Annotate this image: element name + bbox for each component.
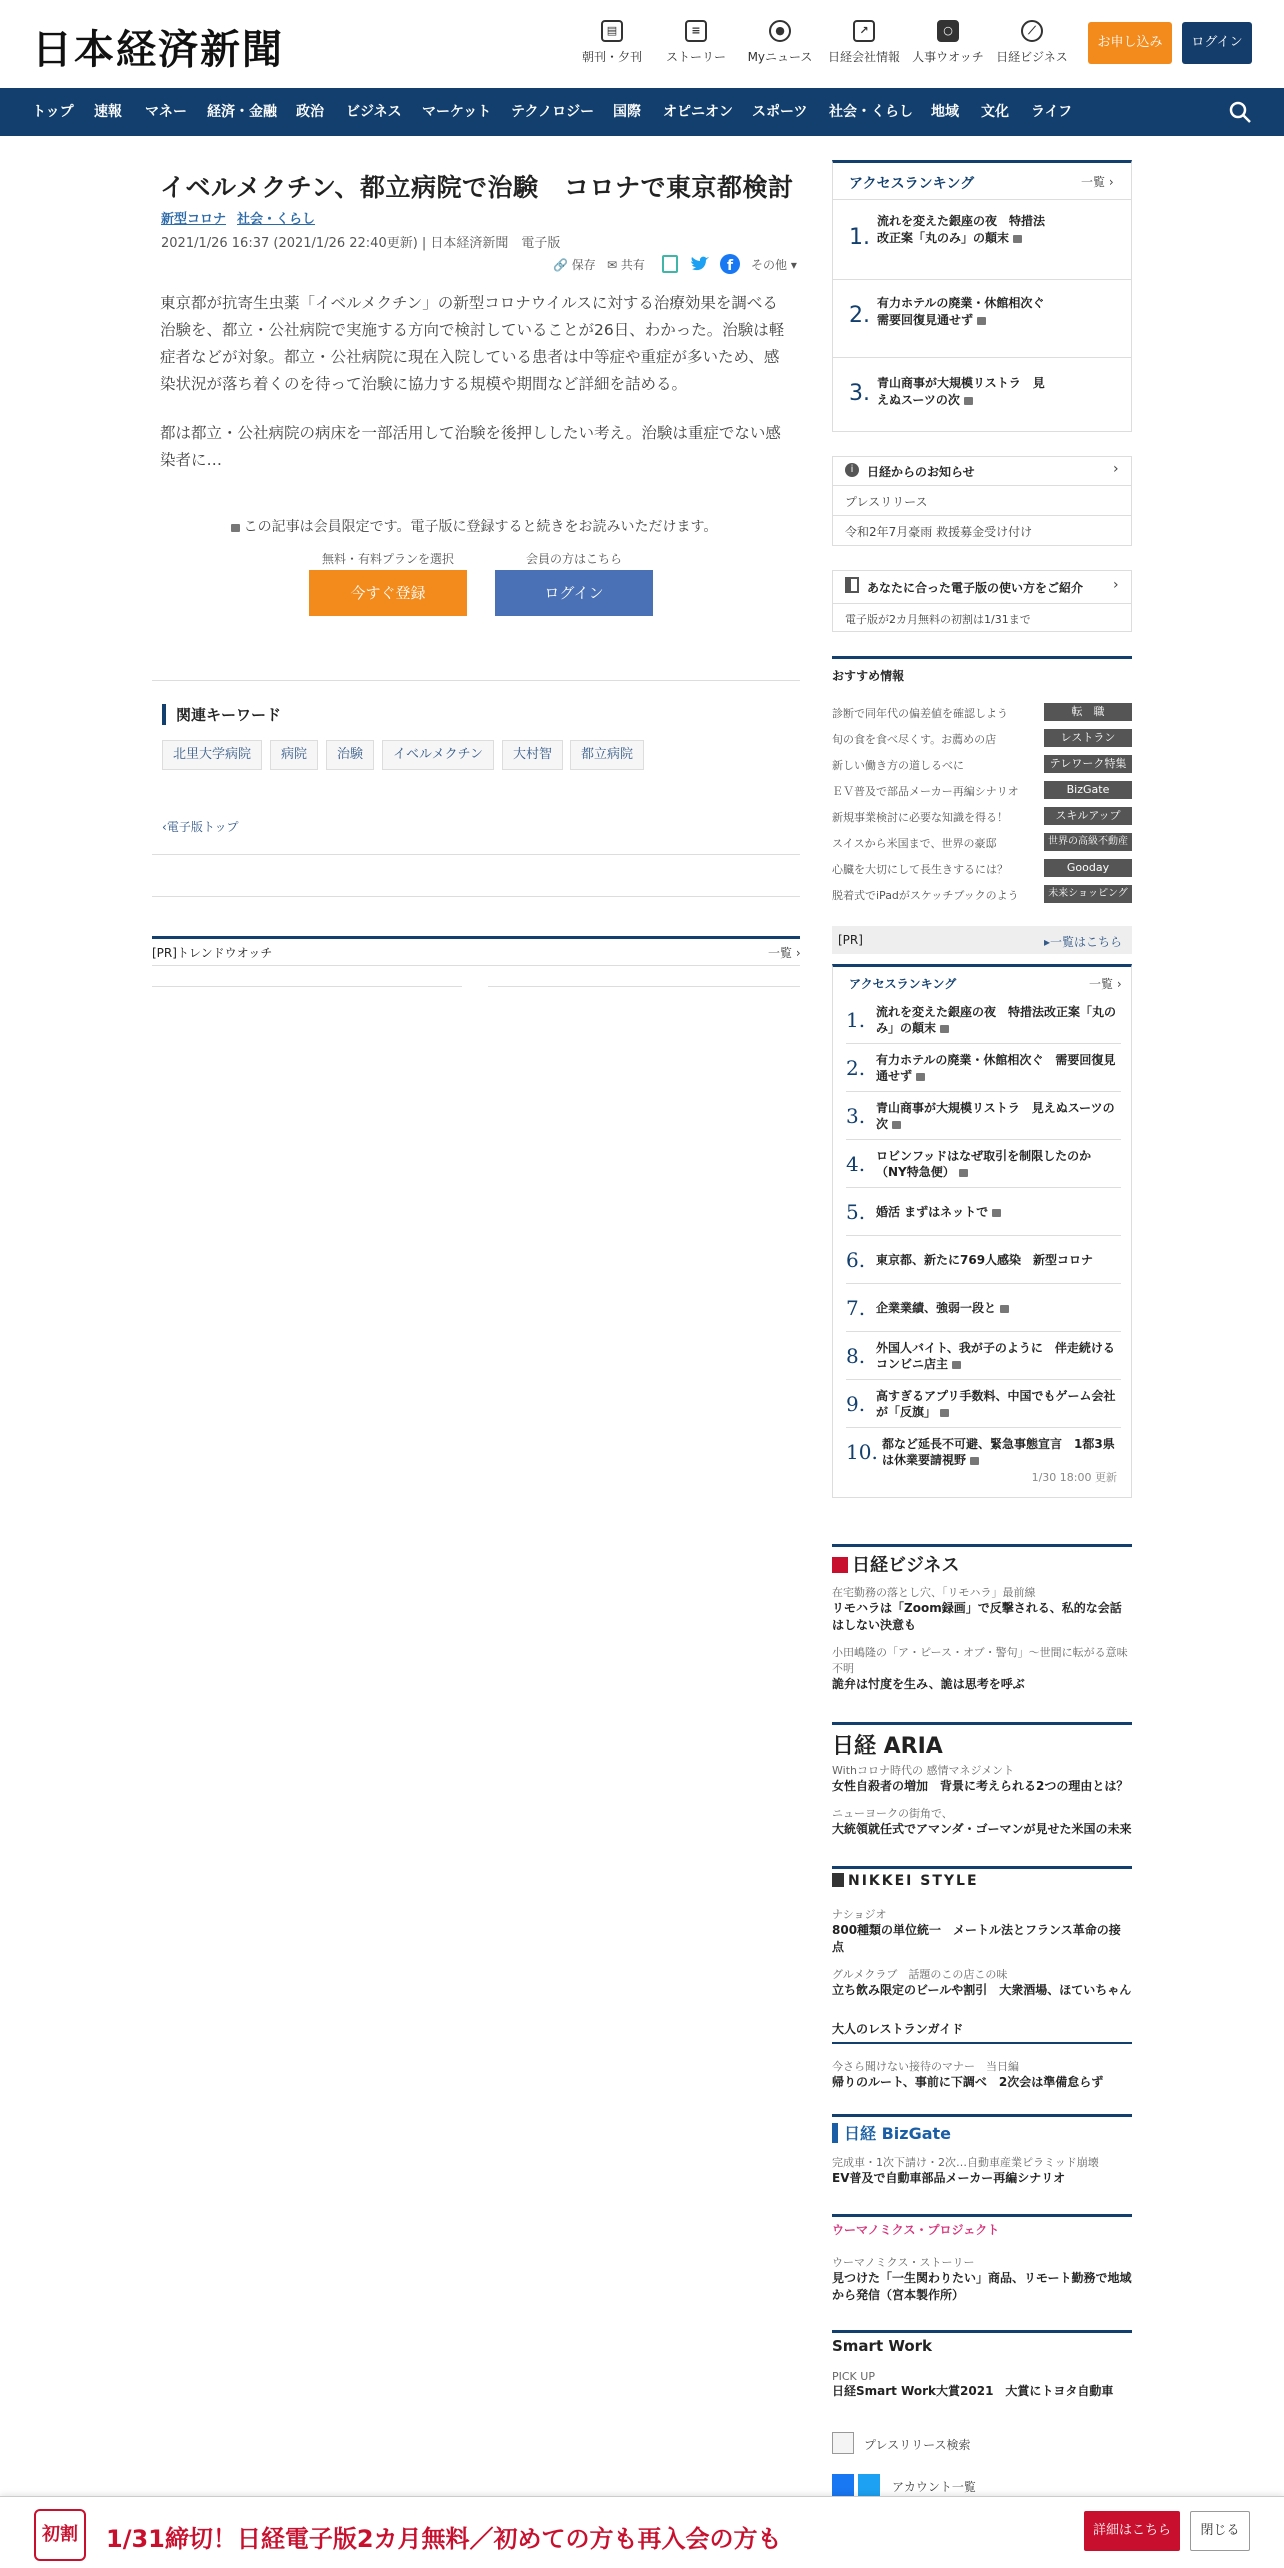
media-item-sub: Withコロナ時代の 感情マネジメント [832, 1764, 1015, 1777]
chevron-right-icon[interactable]: › [1113, 461, 1119, 477]
chevron-right-icon: › [795, 946, 801, 960]
ranking-more-label: 一覧 [1089, 977, 1114, 991]
ranking-item[interactable] [846, 1100, 1121, 1140]
media-block-aria [832, 1722, 1132, 1838]
media-item-sub: 在宅勤務の落とし穴、「リモハラ」最前線 [832, 1586, 1036, 1599]
recommend-item[interactable] [832, 856, 1132, 880]
close-banner-button[interactable]: 閉じる [1190, 2511, 1250, 2551]
info-icon: i [845, 463, 859, 477]
paywall-text: この記事は会員限定です。電子版に登録すると続きをお読みいただけます。 [243, 519, 718, 535]
media-block-womanomics [832, 2214, 1132, 2304]
brand-mark-icon [832, 1873, 844, 1887]
chevron-left-icon: ‹ [162, 820, 167, 834]
divider [152, 986, 462, 987]
recommend-text: 心臓を大切にして長生きするには？ [832, 863, 1008, 876]
divider [152, 680, 800, 681]
keyword-chip[interactable]: 治験 [326, 740, 374, 770]
nav-item-culture[interactable]: 文化 [981, 104, 1009, 120]
chevron-right-icon: › [1113, 577, 1119, 593]
recommend-item[interactable] [832, 700, 1132, 724]
recommend-item[interactable] [832, 726, 1132, 750]
recommend-text: ＥＶ普及で部品メーカー再編シナリオ [832, 785, 1019, 798]
ranking-updated: 1/30 18:00 更新 [1031, 1471, 1117, 1484]
save-button[interactable] [553, 256, 596, 273]
divider [152, 854, 800, 855]
media-brand-name: 日経ビジネス [852, 1555, 960, 1576]
register-caption: 無料・有料プランを選択 [321, 552, 454, 566]
ranking-item-text: 青山商事が大規模リストラ 見えぬスーツの次 [876, 1101, 1115, 1131]
media-item-sub: 小田嶋隆の「ア・ピース・オブ・警句」～世間に転がる意味不明 [832, 1646, 1128, 1675]
rank-number: 3. [846, 1104, 866, 1128]
ranking-item[interactable] [846, 1244, 1121, 1284]
recommend-item[interactable] [832, 830, 1132, 854]
header-link-label: 日経ビジネス [996, 50, 1068, 64]
story-link[interactable] [656, 20, 736, 65]
recommend-badge: 未来ショッピング [1044, 885, 1132, 903]
lock-icon [970, 1457, 979, 1465]
ranking-more-label: 一覧 [1081, 175, 1106, 189]
lock-icon [1013, 235, 1022, 243]
facebook-icon [832, 2474, 854, 2496]
ranking-title: アクセスランキング [849, 977, 957, 991]
rank-number: 3. [849, 381, 870, 406]
pr-section-title: [PR]トレンドウオッチ [152, 946, 273, 960]
campaign-detail-button[interactable]: 詳細はこちら [1084, 2511, 1180, 2551]
rank-number: 6. [846, 1248, 866, 1272]
media-brand-name: NIKKEI STYLE [848, 1873, 979, 1889]
other-label: その他 [751, 258, 788, 272]
ranking-item-text: 外国人バイト、我が子のように 伴走続けるコンビニ店主 [876, 1341, 1115, 1371]
media-item-headline[interactable]: 日経Smart Work大賞2021 大賞にトヨタ自動車 [832, 2384, 1114, 2398]
recommend-item[interactable] [832, 882, 1132, 906]
campaign-footer-banner [0, 2496, 1284, 2568]
rank-number: 1. [846, 1008, 866, 1032]
media-item-headline[interactable]: EV普及で自動車部品メーカー再編シナリオ [832, 2171, 1066, 2185]
company-info-link[interactable] [824, 20, 904, 65]
nav-item-market[interactable]: マーケット [422, 104, 492, 120]
media-brand-logo[interactable]: Smart Work [832, 2330, 1132, 2364]
lock-icon [977, 317, 986, 325]
rank-number: 4. [846, 1152, 866, 1176]
rank-number: 5. [846, 1200, 866, 1224]
recommend-text: 脱着式でiPadがスケッチブックのよう [832, 889, 1019, 902]
rank-number: 2. [849, 303, 870, 328]
recommend-badge: 転 職 [1044, 703, 1132, 721]
ranking-item[interactable] [846, 1292, 1121, 1332]
chart-icon: ↗ [853, 20, 875, 42]
media-item-sub: ニューヨークの街角で、 [832, 1807, 953, 1820]
personnel-watch-link[interactable] [908, 20, 988, 65]
campaign-badge: 初割 [34, 2509, 86, 2561]
ranking-item[interactable] [846, 1052, 1121, 1092]
twitter-icon[interactable] [690, 255, 710, 273]
keyword-chip[interactable]: 大村智 [502, 740, 563, 770]
header-link-label: 日経会社情報 [827, 50, 900, 64]
press-release-search-link[interactable] [832, 2430, 1132, 2456]
media-brand-logo[interactable] [832, 2114, 1132, 2148]
person-icon: ● [769, 20, 791, 42]
ranking-item[interactable] [846, 1340, 1121, 1380]
nav-item-economy[interactable]: 経済・金融 [207, 104, 277, 120]
media-item-sub: グルメクラブ 話題のこの店この味 [832, 1968, 1008, 1981]
twitter-icon [858, 2474, 880, 2496]
divider [833, 279, 1131, 280]
media-block-smart-work [832, 2330, 1132, 2400]
divider [488, 986, 800, 987]
ranking-box-top [832, 160, 1132, 432]
pr-label: [PR] [838, 933, 863, 947]
campaign-text[interactable]: 1/31締切！日経電子版2カ月無料／初めての方も再入会の方も [106, 2525, 782, 2553]
book-icon: ≡ [685, 20, 707, 42]
member-login-button[interactable]: ログイン [495, 570, 653, 616]
ranking-item-text: 有力ホテルの廃業・休館相次ぐ 需要回復見通せず [877, 296, 1057, 327]
ranking-item-text: 有力ホテルの廃業・休館相次ぐ 需要回復見通せず [876, 1053, 1116, 1083]
divider [833, 485, 1131, 486]
search-icon: ○ [937, 20, 959, 42]
accounts-link[interactable] [832, 2474, 1132, 2496]
divider [833, 603, 1131, 604]
media-block-restaurant-guide [832, 2016, 1132, 2091]
ranking-item[interactable] [877, 213, 1047, 247]
recommend-text: 診断で同年代の偏差値を確認しよう [832, 707, 1008, 720]
media-item-headline[interactable]: 大統領就任式でアマンダ・ゴーマンが見せた米国の未来 [832, 1822, 1132, 1836]
nikkei-logo[interactable]: 日本経済新聞 [32, 26, 284, 73]
nav-item-sports[interactable]: スポーツ [752, 104, 808, 120]
recommend-badge: レストラン [1044, 729, 1132, 747]
lock-icon [952, 1361, 961, 1369]
ranking-item-text: ロビンフッドはなぜ取引を制限したのか（NY特急便） [876, 1149, 1092, 1179]
article-dateline: 2021/1/26 16:37 (2021/1/26 22:40更新) | 日本経済新聞 電子版 [161, 236, 561, 251]
nav-item-money[interactable]: マネー [145, 104, 187, 120]
member-caption: 会員の方はこちら [525, 552, 622, 566]
lock-icon [892, 1121, 901, 1129]
recommend-badge: 世界の高級不動産 [1044, 833, 1132, 851]
media-brand-logo[interactable]: 大人のレストランガイド [832, 2016, 1132, 2044]
guide-title: あなたに合った電子版の使い方をご紹介 [867, 581, 1084, 595]
ranking-item-text: 企業業績、強弱一段と [876, 1301, 997, 1315]
recommend-item[interactable] [832, 778, 1132, 802]
paywall-message [160, 516, 788, 536]
press-release-search-label: プレスリリース検索 [864, 2438, 971, 2452]
my-news-link[interactable] [740, 20, 820, 65]
nikkei-business-link[interactable] [992, 20, 1072, 65]
header-link-label: ストーリー [665, 50, 726, 64]
brand-mark-icon [832, 2123, 838, 2143]
lock-icon [231, 524, 240, 532]
ranking-item[interactable] [846, 1436, 1121, 1476]
topic-tag[interactable]: 社会・くらし [237, 212, 316, 227]
header-link-label: 人事ウオッチ [912, 50, 984, 64]
document-search-icon [832, 2432, 854, 2454]
rank-number: 9. [846, 1392, 866, 1416]
media-item-headline[interactable]: 見つけた「一生関わりたい」商品、リモート勤務で地域から発信（宮本製作所） [832, 2271, 1132, 2302]
recommend-badge: テレワーク特集 [1044, 755, 1132, 773]
nav-item-politics[interactable]: 政治 [296, 104, 324, 120]
nav-item-breaking[interactable]: 速報 [94, 104, 122, 120]
divider [833, 199, 1131, 200]
recommend-badge: スキルアップ [1044, 807, 1132, 825]
lock-icon [940, 1409, 949, 1417]
media-brand-logo[interactable] [832, 1544, 1132, 1578]
guide-box[interactable] [832, 570, 1132, 632]
media-brand-logo[interactable] [832, 1866, 1132, 1900]
ranking-item-text: 都など延長不可避、緊急事態宣言 1都3県は休業要請視野 [882, 1437, 1115, 1467]
article-body-paragraph: 都は都立・公社病院の病床を一部活用して治験を後押ししたい考え。治験は重症でない感染者に… [160, 424, 781, 469]
back-link-label: 電子版トップ [166, 820, 239, 834]
ranking-more-link[interactable]: 一覧 › [1089, 977, 1122, 991]
media-item-headline[interactable]: 800種類の単位統一 メートル法とフランス革命の接点 [832, 1923, 1121, 1954]
pr-more-link[interactable] [768, 944, 801, 961]
mail-icon: ✉ [607, 258, 618, 272]
ranking-item[interactable] [877, 375, 1047, 409]
notice-item[interactable]: 令和2年7月豪雨 救援募金受け付け [845, 525, 1033, 539]
rank-number: 10. [846, 1440, 878, 1464]
share-label: 共有 [620, 258, 645, 272]
bookmark-icon: 🔗 [553, 258, 568, 272]
recommend-title: おすすめ情報 [832, 669, 905, 683]
media-brand-logo[interactable]: ウーマノミクス・プロジェクト [832, 2214, 1132, 2248]
back-to-top-link[interactable] [162, 818, 238, 835]
recommend-text: 新規事業検討に必要な知識を得る！ [832, 811, 1008, 824]
ranking-item-text: 東京都、新たに769人感染 新型コロナ [876, 1253, 1094, 1267]
ranking-item[interactable] [846, 1196, 1121, 1236]
subscribe-button[interactable]: お申し込み [1088, 22, 1172, 64]
lock-icon [992, 1209, 1001, 1217]
recommend-text: 旬の食を食べ尽くす。お薦めの店 [832, 733, 997, 746]
notice-box [832, 456, 1132, 546]
guide-subtitle: 電子版が2カ月無料の初割は1/31まで [845, 613, 1031, 626]
keyword-chip[interactable]: 北里大学病院 [162, 740, 262, 770]
triangle-down-icon: ▾ [790, 258, 797, 272]
triangle-right-icon: ▸ [1044, 935, 1051, 949]
nav-item-business[interactable]: ビジネス [346, 104, 402, 120]
header-link-label: 朝刊・夕刊 [581, 50, 642, 64]
recommend-badge: Gooday [1044, 859, 1132, 877]
nav-item-technology[interactable]: テクノロジー [511, 104, 595, 120]
rank-number: 7. [846, 1296, 866, 1320]
recommend-badge: BizGate [1044, 781, 1132, 799]
pr-more-link[interactable] [1044, 933, 1122, 950]
other-share-menu[interactable] [751, 256, 797, 273]
note-icon[interactable] [662, 255, 678, 273]
rank-number: 2. [846, 1056, 866, 1080]
morning-evening-edition-link[interactable] [572, 20, 652, 65]
nav-item-top[interactable]: トップ [32, 104, 74, 120]
ranking-item-text: 流れを変えた銀座の夜 特措法改正案「丸のみ」の顛末 [876, 1005, 1117, 1035]
recommend-item[interactable] [832, 752, 1132, 776]
nav-item-international[interactable]: 国際 [613, 104, 641, 120]
divider [833, 357, 1131, 358]
search-icon[interactable] [1228, 100, 1252, 124]
book-icon [845, 577, 859, 593]
ranking-item[interactable] [846, 1004, 1121, 1044]
media-item-headline[interactable]: 帰りのルート、事前に下調べ 2次会は準備怠らず [832, 2075, 1104, 2089]
ranking-title: アクセスランキング [849, 176, 975, 192]
lock-icon [964, 397, 973, 405]
header-link-label: Myニュース [747, 50, 813, 64]
svg-text:f: f [727, 258, 734, 274]
media-item-sub: 今さら聞けない接待のマナー 当日編 [832, 2060, 1019, 2073]
media-brand-name: 日経 BizGate [844, 2124, 951, 2143]
media-item-sub: 完成車・1次下請け・2次…自動車産業ピラミッド崩壊 [832, 2156, 1099, 2169]
keyword-chip[interactable]: イベルメクチン [382, 740, 494, 770]
register-now-button[interactable]: 今すぐ登録 [309, 570, 467, 616]
media-block-bizgate [832, 2114, 1132, 2187]
pr-more-label: 一覧 [768, 946, 793, 960]
keywords-heading: 関連キーワード [162, 704, 281, 725]
ranking-item[interactable] [846, 1148, 1121, 1188]
pr-more-label: 一覧はこちら [1050, 935, 1123, 949]
share-button[interactable] [607, 256, 645, 273]
divider [152, 896, 800, 897]
media-item-headline[interactable]: リモハラは「Zoom録画」で反撃される、私的な会話はしない決意も [832, 1601, 1122, 1632]
topic-tag[interactable]: 新型コロナ [161, 212, 227, 227]
ranking-item-text: 流れを変えた銀座の夜 特措法改正案「丸のみ」の顛末 [877, 214, 1046, 245]
recommend-text: スイスから米国まで、世界の豪邸 [832, 837, 997, 850]
rank-number: 8. [846, 1344, 866, 1368]
compass-icon: ⟋ [1021, 20, 1043, 42]
ranking-item-text: 婚活 まずはネットで [876, 1205, 989, 1219]
lock-icon [940, 1025, 949, 1033]
lock-icon [1000, 1305, 1009, 1313]
ranking-item-text: 青山商事が大規模リストラ 見えぬスーツの次 [877, 376, 1045, 407]
recommend-header [832, 656, 1132, 686]
article-title: イベルメクチン、都立病院で治験 コロナで東京都検討 [160, 173, 794, 202]
site-header [0, 0, 1284, 88]
divider [833, 515, 1131, 516]
nav-item-life[interactable]: ライフ [1031, 104, 1073, 120]
save-label: 保存 [571, 258, 596, 272]
nav-item-regional[interactable]: 地域 [931, 104, 959, 120]
ranking-more-link[interactable]: 一覧 › [1081, 175, 1114, 189]
notice-title: 日経からのお知らせ [867, 465, 975, 479]
accounts-label: アカウント一覧 [892, 2480, 976, 2494]
brand-mark-icon [832, 1557, 848, 1573]
media-item-headline[interactable]: 女性自殺者の増加 背景に考えられる2つの理由とは？ [832, 1779, 1129, 1793]
ranking-item[interactable] [877, 295, 1057, 329]
recommend-item[interactable] [832, 804, 1132, 828]
ranking-item[interactable] [846, 1388, 1121, 1428]
ranking-item-text: 高すぎるアプリ手数料、中国でもゲーム会社が「反旗」 [876, 1389, 1116, 1419]
media-item-headline[interactable]: 立ち飲み限定のビールや割引 大衆酒場、ほていちゃん [832, 1983, 1132, 1997]
media-item-headline[interactable]: 詭弁は忖度を生み、詭は思考を呼ぶ [832, 1677, 1025, 1691]
facebook-icon[interactable] [720, 254, 740, 274]
media-item-sub: ナショジオ [832, 1908, 887, 1921]
media-item-sub: PICK UP [832, 2370, 875, 2383]
keyword-chip[interactable]: 都立病院 [570, 740, 644, 770]
recommend-text: 新しい働き方の道しるべに [832, 759, 964, 772]
main-nav [0, 88, 1284, 136]
sidebar-pr-bar [832, 926, 1132, 954]
nav-item-opinion[interactable]: オピニオン [663, 104, 733, 120]
rank-number: 1. [849, 225, 870, 250]
keyword-chip[interactable]: 病院 [270, 740, 318, 770]
media-brand-logo[interactable]: 日経 ARIA [832, 1722, 1132, 1756]
login-button[interactable]: ログイン [1182, 22, 1252, 64]
nav-item-society[interactable]: 社会・くらし [829, 104, 913, 120]
article-body-paragraph: 東京都が抗寄生虫薬「イベルメクチン」の新型コロナウイルスに対する治療効果を調べる治験を、都立・公社病院で実施する方向で検討していることが26日、わかった。治験は軽症者などが対象。都立・公社病院に現在入院している患者は中等症や重症が多いため、感染状況が落ち着くのを待って治験に協力する規模や期間など詳細を詰める。 [160, 294, 785, 393]
newspaper-icon: ▤ [601, 20, 623, 42]
media-block-nikkei-style [832, 1866, 1132, 1999]
lock-icon [959, 1169, 968, 1177]
lock-icon [916, 1073, 925, 1081]
notice-item[interactable]: プレスリリース [845, 495, 928, 509]
media-item-sub: ウーマノミクス・ストーリー [832, 2256, 975, 2269]
media-block-nikkei-business [832, 1544, 1132, 1693]
